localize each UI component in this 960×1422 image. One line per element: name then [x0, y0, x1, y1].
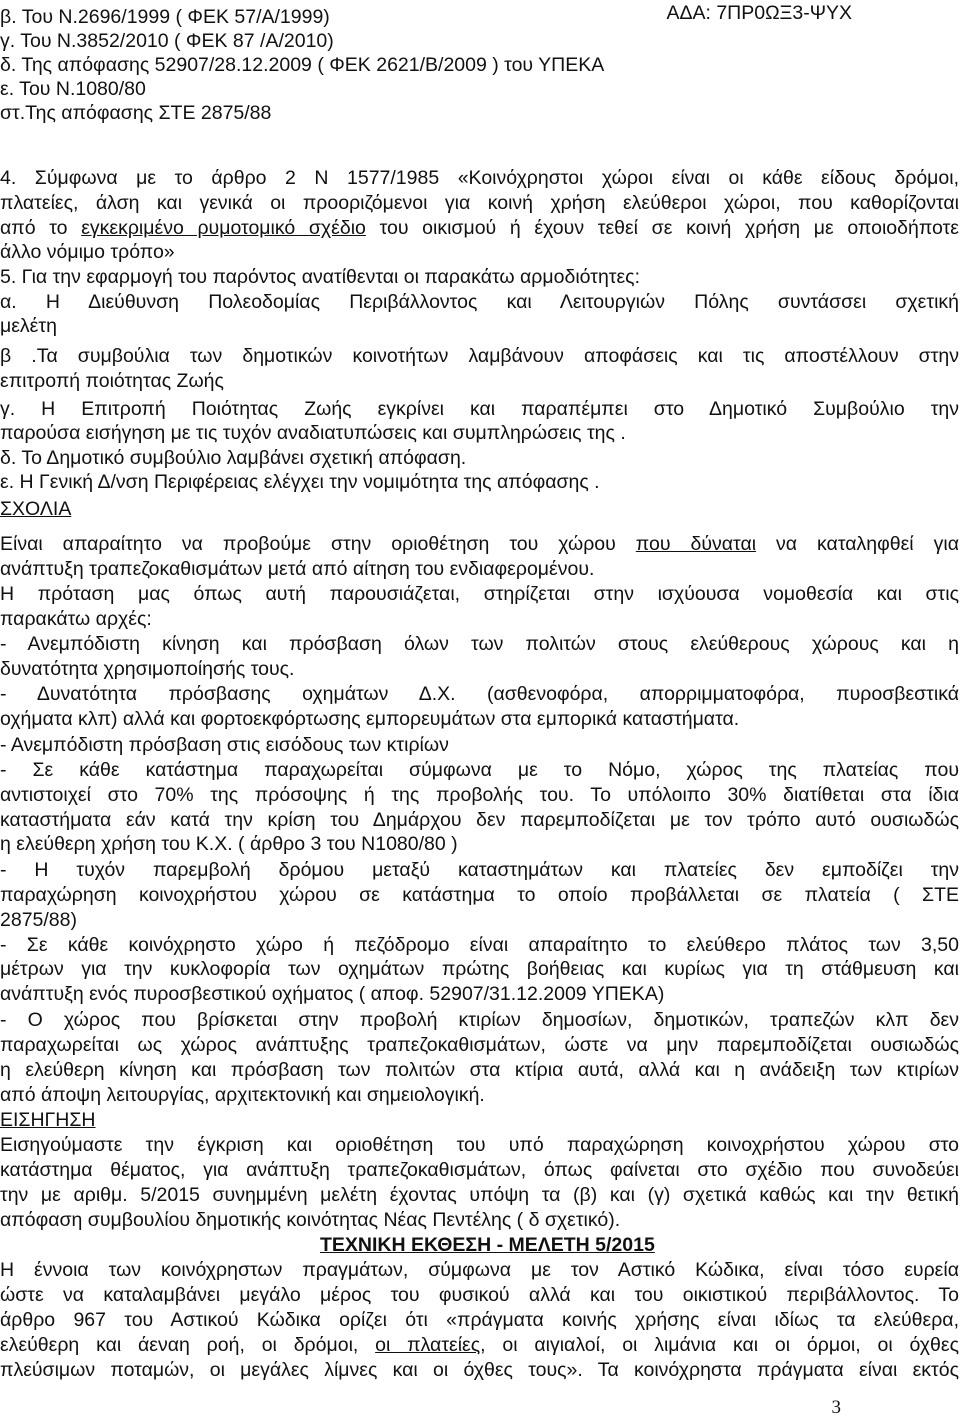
approved-plan-link: εγκεκριμένο ρυμοτομικό σχέδιο [81, 217, 366, 239]
item5-line: α. Η Διεύθυνση Πολεοδομίας Περιβάλλοντος και Λειτουργιών Πόλης συντάσσει σχετική [0, 291, 959, 313]
bullet-line: αντιστοιχεί στο 70% της πρόσοψης ή της προβολής του. Το υπόλοιπο 30% διατίθεται στα ίδια [0, 784, 959, 806]
item5-line: μελέτη [0, 315, 57, 337]
text: ελεύθερη και άεναη ροή, οι δρόμοι, [0, 1334, 376, 1356]
item5-line: γ. Η Επιτροπή Ποιότητας Ζωής εγκρίνει και παραπέμπει στο Δημοτικό Συμβούλιο την [0, 398, 959, 420]
proposal-heading: ΕΙΣΗΓΗΣΗ [0, 1109, 96, 1131]
proposal-line: κατάστημα θέματος, για ανάπτυξη τραπεζοκαθισμάτων, όπως φαίνεται στο σχέδιο που συνοδεύει [0, 1159, 959, 1181]
item5-title: 5. Για την εφαρμογή του παρόντος ανατίθενται οι παρακάτω αρμοδιότητες: [0, 266, 640, 288]
ada-code: ΑΔΑ: 7ΠΡ0ΩΞ3-ΨΥΧ [666, 2, 852, 24]
comments-heading: ΣΧΟΛΙΑ [0, 498, 72, 520]
text: από το [0, 217, 82, 239]
item4-line: άλλο νόμιμο τρόπο» [0, 241, 175, 263]
bullet-line: 2875/88) [0, 909, 77, 931]
bullet-line: - Σε κάθε κοινόχρηστο χώρο ή πεζόδρομο είναι απαραίτητο το ελεύθερο πλάτος των 3,50 [0, 934, 959, 956]
item5-line: δ. Το Δημοτικό συμβούλιο λαμβάνει σχετική απόφαση. [0, 447, 467, 469]
bullet-line: - Ανεμπόδιστη πρόσβαση στις εισόδους των κτιρίων [0, 734, 449, 756]
bullet-line: - Ανεμπόδιστη κίνηση και πρόσβαση όλων των πολιτών στους ελεύθερους χώρους και η [0, 633, 959, 655]
text: Είναι απαραίτητο να προβούμε στην οριοθέτηση του χώρου [0, 533, 636, 555]
comments-line: παρακάτω αρχές: [0, 608, 152, 630]
technical-heading: ΤΕΧΝΙΚΗ ΕΚΘΕΣΗ - ΜΕΛΕΤΗ 5/2015 [320, 1234, 655, 1256]
technical-line: πλεύσιμων ποταμών, οι μεγάλες λίμνες και οι όχθες τους». Τα κοινόχρηστα πράγματα είναι εκτός [0, 1359, 959, 1381]
technical-line: ώστε να καταλαμβάνει μεγάλο μέρος του φυσικού αλλά και του οικιστικού περιβάλλοντος. Το [0, 1284, 959, 1306]
item4-line [0, 216, 959, 240]
item5-line: ε. Η Γενική Δ/νση Περιφέρειας ελέγχει την νομιμότητα της απόφασης . [0, 471, 600, 493]
bullet-line: ανάπτυξη ενός πυροσβεστικού οχήματος ( αποφ. 52907/31.12.2009 ΥΠΕΚΑ) [0, 983, 665, 1005]
proposal-line: την με αριθμ. 5/2015 συνημμένη μελέτη έχοντας υπόψη τα (β) και (γ) σχετικά καθώς και την θετική [0, 1184, 959, 1206]
bullet-line: - Η τυχόν παρεμβολή δρόμου μεταξύ καταστημάτων και πλατείες δεν εμποδίζει την [0, 859, 959, 881]
bullet-line: δυνατότητα χρησιμοποίησής τους. [0, 658, 295, 680]
comments-line: Η πρόταση μας όπως αυτή παρουσιάζεται, στηρίζεται στην ισχύουσα νομοθεσία και στις [0, 583, 959, 605]
comments-line [0, 532, 959, 556]
reference-item: β. Του Ν.2696/1999 ( ΦΕΚ 57/Α/1999) [0, 6, 330, 28]
item5-line: παρούσα εισήγηση με τις τυχόν αναδιατυπώσεις και συμπληρώσεις της . [0, 422, 626, 444]
text: να καταληφθεί για [756, 533, 959, 555]
bullet-line: - Δυνατότητα πρόσβασης οχημάτων Δ.Χ. (ασθενοφόρα, απορριμματοφόρα, πυροσβεστικά [0, 683, 959, 705]
page-number: 3 [831, 1397, 841, 1418]
text: του οικισμού ή έχουν τεθεί σε κοινή χρήση με οποιοδήποτε [365, 217, 959, 239]
bullet-line: από άποψη λειτουργίας, αρχιτεκτονική και σημειολογική. [0, 1084, 485, 1106]
reference-item: γ. Του Ν.3852/2010 ( ΦΕΚ 87 /Α/2010) [0, 30, 334, 52]
reference-item: ε. Του Ν.1080/80 [0, 78, 146, 100]
bullet-line: παραχώρηση κοινοχρήστου χώρου σε κατάστημα το οποίο προβάλλεται σε πλατεία ( ΣΤΕ [0, 884, 959, 906]
technical-line: άρθρο 967 του Αστικού Κώδικα ορίζει ότι «πράγματα κοινής χρήσης είναι ιδίως τα ελεύθερα, [0, 1309, 959, 1331]
reference-item: στ.Της απόφασης ΣΤΕ 2875/88 [0, 102, 272, 124]
item5-line: β .Τα συμβούλια των δημοτικών κοινοτήτων λαμβάνουν αποφάσεις και τις αποστέλλουν στην [0, 345, 959, 367]
bullet-line: - Ο χώρος που βρίσκεται στην προβολή κτιρίων δημοσίων, δημοτικών, τραπεζών κλπ δεν [0, 1009, 959, 1031]
bullet-line: μέτρων για την κυκλοφορία των οχημάτων πρώτης βοήθειας και κυρίως για τη στάθμευση και [0, 958, 959, 980]
technical-line: Η έννοια των κοινόχρηστων πραγμάτων, σύμφωνα με τον Αστικό Κώδικα, είναι τόσο ευρεία [0, 1259, 959, 1281]
item4-line: πλατείες, άλση και γενικά οι προοριζόμενοι για κοινή χρήση ελεύθεροι χώροι, που καθορίζονται [0, 192, 959, 214]
bullet-line: καταστήματα εάν κατά την κρίση του Δημάρχου δεν παρεμποδίζεται με τον τρόπο αυτό ουσιωδώς [0, 809, 959, 831]
item5-line: επιτροπή ποιότητας Ζωής [0, 370, 224, 392]
bullet-line: οχήματα κλπ) αλλά και φορτοεκφόρτωσης εμπορευμάτων στα εμπορικά καταστήματα. [0, 708, 740, 730]
technical-line [0, 1333, 959, 1357]
proposal-line: Εισηγούμαστε την έγκριση και οριοθέτηση του υπό παραχώρηση κοινοχρήστου χώρου στο [0, 1134, 959, 1156]
comments-line: ανάπτυξη τραπεζοκαθισμάτων μετά από αίτηση του ενδιαφερομένου. [0, 558, 595, 580]
bullet-line: η ελεύθερη κίνηση και πρόσβαση των πολιτών στα κτίρια αυτά, αλλά και η ανάδειξη των κτιρίων [0, 1059, 959, 1081]
text: , οι αιγιαλοί, οι λιμάνια και οι όρμοι, οι όχθες [480, 1334, 959, 1356]
underlined-text: που δύναται [635, 533, 757, 555]
item4-line: 4. Σύμφωνα με το άρθρο 2 Ν 1577/1985 «Κοινόχρηστοι χώροι είναι οι κάθε είδους δρόμοι, [0, 167, 959, 189]
bullet-line: - Σε κάθε κατάστημα παραχωρείται σύμφωνα με το Νόμο, χώρος της πλατείας που [0, 759, 959, 781]
underlined-text: οι πλατείες [375, 1334, 481, 1356]
bullet-line: παραχωρείται ως χώρος ανάπτυξης τραπεζοκαθισμάτων, ώστε να μην παρεμποδίζεται ουσιωδώς [0, 1034, 959, 1056]
bullet-line: η ελεύθερη χρήση του Κ.Χ. ( άρθρο 3 του Ν1080/80 ) [0, 833, 458, 855]
proposal-line: απόφαση συμβουλίου δημοτικής κοινότητας Νέας Πεντέλης ( δ σχετικό). [0, 1209, 621, 1231]
reference-item: δ. Της απόφασης 52907/28.12.2009 ( ΦΕΚ 2621/Β/2009 ) του ΥΠΕΚΑ [0, 54, 605, 76]
